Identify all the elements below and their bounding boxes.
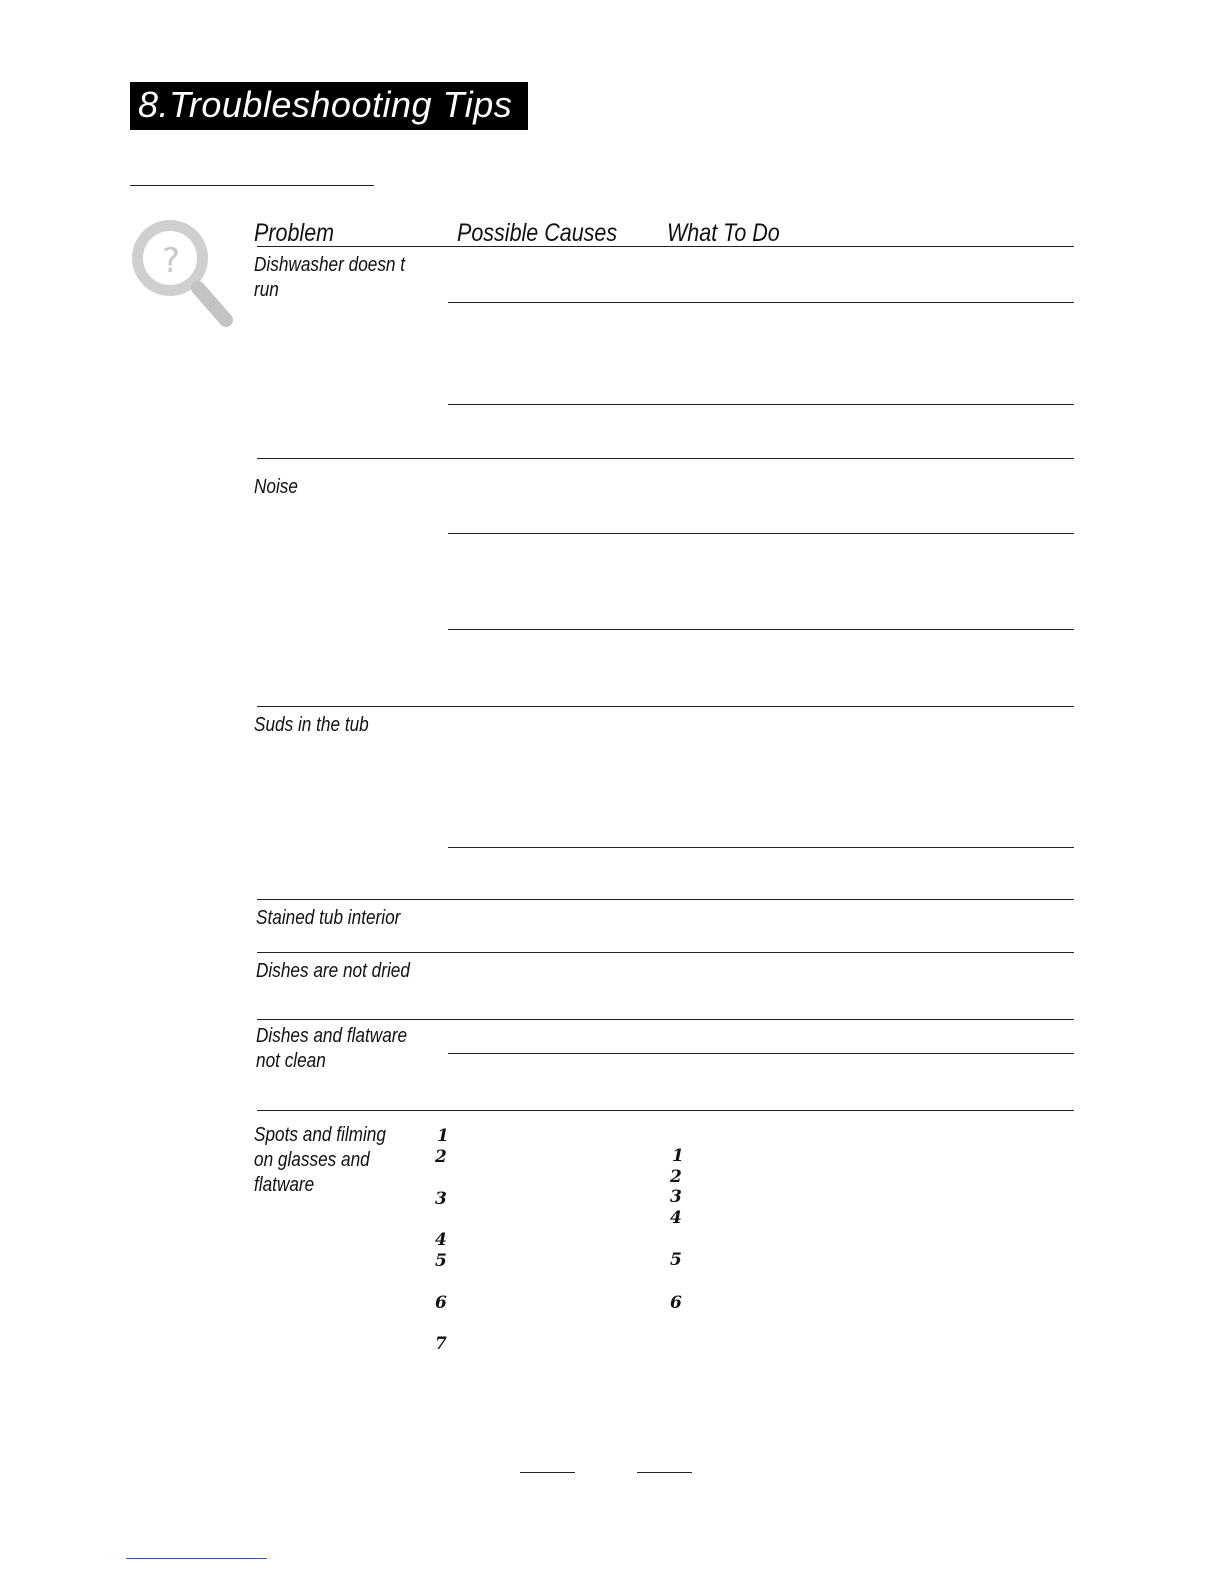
row-divider	[257, 899, 1074, 900]
svg-text:?: ?	[162, 241, 181, 281]
footer-rule	[520, 1472, 575, 1473]
problem-spots-line2: on glasses and	[254, 1149, 370, 1171]
cause-number: 2	[435, 1147, 447, 1167]
todo-number: 3	[670, 1187, 682, 1207]
cause-number: 7	[435, 1334, 447, 1354]
row-divider	[257, 458, 1074, 459]
row-divider	[448, 404, 1074, 405]
row-divider	[448, 302, 1074, 303]
problem-not-clean-line2: not clean	[256, 1050, 326, 1072]
problem-spots-line3: flatware	[254, 1174, 315, 1196]
magnifier-question-icon	[126, 216, 238, 332]
page-title: 8.Troubleshooting Tips	[138, 84, 513, 125]
todo-number: 5	[670, 1250, 682, 1270]
problem-spots-line1: Spots and filming	[254, 1124, 386, 1146]
header-what-to-do: What To Do	[667, 219, 780, 247]
todo-number: 6	[670, 1293, 682, 1313]
todo-number: 4	[670, 1208, 682, 1228]
header-possible-causes: Possible Causes	[457, 219, 618, 247]
problem-dishwasher-doesnt-run-line1: Dishwasher doesn t	[254, 254, 406, 276]
todo-number: 1	[672, 1146, 684, 1166]
page-title-bar	[130, 82, 528, 130]
cause-number: 5	[435, 1251, 447, 1271]
cause-number: 4	[435, 1230, 447, 1250]
row-divider	[257, 1110, 1074, 1111]
problem-not-clean-line1: Dishes and flatware	[256, 1025, 408, 1047]
problem-not-dried: Dishes are not dried	[256, 960, 410, 982]
row-divider	[448, 629, 1074, 630]
section-underline	[130, 185, 374, 186]
row-divider	[257, 1019, 1074, 1020]
row-divider	[257, 952, 1074, 953]
row-divider	[257, 706, 1074, 707]
footer-rule	[637, 1472, 692, 1473]
cause-number: 1	[437, 1126, 449, 1146]
row-divider	[448, 847, 1074, 848]
row-divider	[448, 1053, 1074, 1054]
problem-suds: Suds in the tub	[254, 714, 369, 736]
todo-number: 2	[670, 1167, 682, 1187]
footer-link-underline[interactable]	[126, 1558, 267, 1559]
problem-dishwasher-doesnt-run-line2: run	[254, 279, 279, 301]
row-divider	[448, 533, 1074, 534]
problem-stained: Stained tub interior	[256, 907, 401, 929]
problem-noise: Noise	[254, 476, 298, 498]
header-rule	[257, 246, 1074, 247]
cause-number: 3	[435, 1189, 447, 1209]
cause-number: 6	[435, 1293, 447, 1313]
header-problem: Problem	[254, 219, 335, 247]
